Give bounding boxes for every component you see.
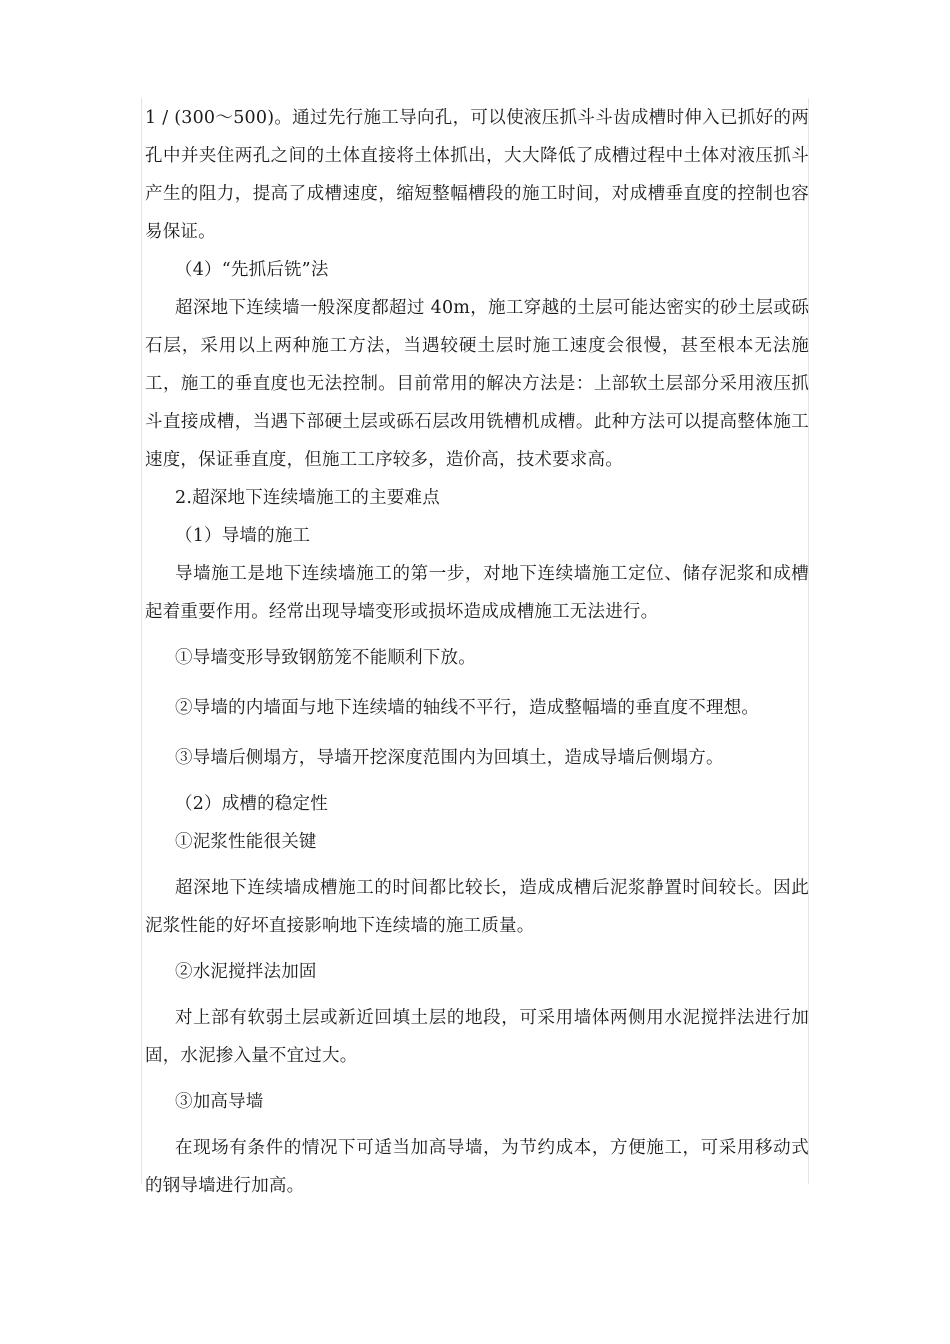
- list-item-guide-wall-2: ②导墙的内墙面与地下连续墙的轴线不平行，造成整幅墙的垂直度不理想。: [175, 698, 760, 718]
- list-item-guide-wall-3: ③导墙后侧塌方，导墙开挖深度范围内为回填土，造成导墙后侧塌方。: [175, 748, 724, 768]
- heading-raise-guide-wall: ③加高导墙: [175, 1092, 264, 1112]
- paragraph-slurry: 超深地下连续墙成槽施工的时间都比较长，造成成槽后泥浆静置时间较长。因此泥浆性能的好坏直接影响地下连续墙的施工质量。: [145, 878, 809, 936]
- paragraph-raise-guide-wall: 在现场有条件的情况下可适当加高导墙，为节约成本，方便施工，可采用移动式的钢导墙进行加高。: [145, 1138, 809, 1196]
- section-heading-difficulties: 2.超深地下连续墙施工的主要难点: [175, 488, 440, 508]
- paragraph-method-4: 超深地下连续墙一般深度都超过 40m，施工穿越的土层可能达密实的砂土层或砾石层，采用以上两种施工方法，当遇较硬土层时施工速度会很慢，甚至根本无法施工，施工的垂直度也无法控制。目前常用的解决方法是：上部软土层部分采用液压抓斗直接成槽，当遇下部硬土层或砾石层改用铣槽机成槽。此种方法可以提高整体施工速度，保证垂直度，但施工工序较多，造价高，技术要求高。: [145, 298, 809, 470]
- paragraph-continuation: 1 / (300～500)。通过先行施工导向孔，可以使液压抓斗斗齿成槽时伸入已抓好的两孔中并夹住两孔之间的土体直接将土体抓出，大大降低了成槽过程中土体对液压抓斗产生的阻力，提高了成槽速度，缩短整幅槽段的施工时间，对成槽垂直度的控制也容易保证。: [145, 108, 809, 242]
- heading-method-4: （4）“先抓后铣”法: [175, 260, 329, 280]
- list-item-guide-wall-1: ①导墙变形导致钢筋笼不能顺利下放。: [175, 648, 476, 668]
- heading-cement-mixing: ②水泥搅拌法加固: [175, 962, 317, 982]
- heading-guide-wall: （1）导墙的施工: [175, 526, 311, 546]
- paragraph-cement-mixing: 对上部有软弱土层或新近回填土层的地段，可采用墙体两侧用水泥搅拌法进行加固，水泥掺入量不宜过大。: [145, 1008, 809, 1066]
- heading-trench-stability: （2）成槽的稳定性: [175, 794, 328, 814]
- heading-slurry: ①泥浆性能很关键: [175, 832, 317, 852]
- paragraph-guide-wall: 导墙施工是地下连续墙施工的第一步，对地下连续墙施工定位、储存泥浆和成槽起着重要作用。经常出现导墙变形或损坏造成成槽施工无法进行。: [145, 564, 809, 622]
- document-body: [145, 99, 809, 1205]
